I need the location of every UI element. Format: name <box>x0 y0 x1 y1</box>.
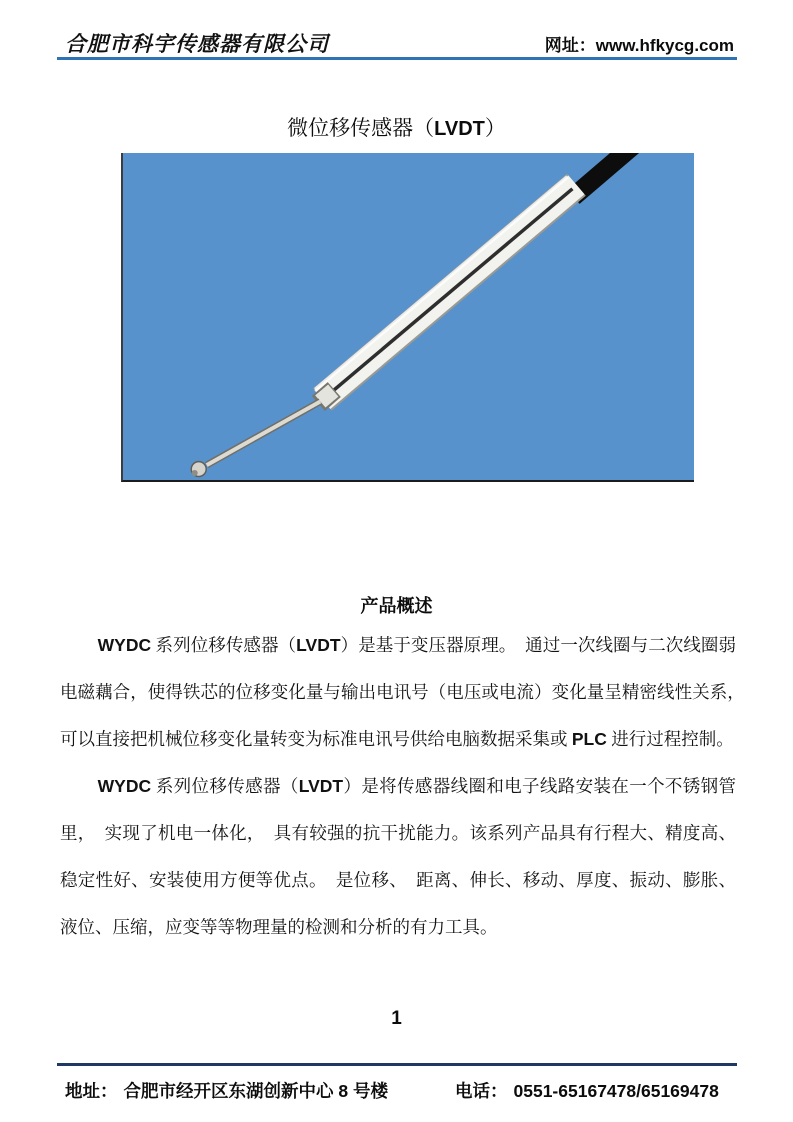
footer-rule <box>57 1063 737 1066</box>
page-number: 1 <box>391 1008 402 1029</box>
footer-phone <box>455 1078 719 1103</box>
footer-address <box>65 1078 388 1103</box>
section-heading: 产品概述 <box>360 596 433 616</box>
paragraph: WYDC 系列位移传感器（LVDT）是基于变压器原理。 通过一次线圈与二次线圈弱电磁藕合，使得铁芯的位移变化量与输出电讯号（电压或电流）变化量呈精密线性关系， 可以直接把机械位移变化量转变为标准电讯号供给电脑数据采集或 PLC 进行过程控制。 <box>60 635 771 749</box>
title-model: LVDT <box>434 118 485 140</box>
company-name: 合肥市科宇传感器有限公司 <box>65 32 329 56</box>
paragraph: WYDC 系列位移传感器（LVDT）是将传感器线圈和电子线路安装在一个不锈钢管里， 实现了机电一体化， 具有较强的抗干扰能力。该系列产品具有行程大、精度高、稳定性好、安装使用方便等优点。 是位移、 距离、伸长、移动、厚度、振动、膨胀、液位、压缩，应变等等物理量的检测和分析的有力工具。 <box>60 776 737 937</box>
website-url: www.hfkycg.com <box>595 36 734 55</box>
paragraphs <box>60 622 771 951</box>
address-value: 合肥市经开区东湖创新中心 8 号楼 <box>123 1081 388 1101</box>
phone-value: 0551-65167478/65169478 <box>513 1081 719 1101</box>
phone-label: 电话： <box>455 1081 508 1101</box>
header <box>57 26 736 58</box>
page-title <box>0 112 793 142</box>
title-suffix: ） <box>484 116 506 140</box>
lvdt-sensor-drawing <box>123 153 694 480</box>
header-rule <box>57 57 737 60</box>
website-label: 网址： <box>544 36 596 55</box>
footer <box>57 1076 736 1106</box>
website <box>545 31 734 56</box>
address-label: 地址： <box>65 1081 118 1101</box>
lvdt-sensor-image <box>121 153 694 482</box>
title-prefix: 微位移传感器（ <box>287 116 435 140</box>
